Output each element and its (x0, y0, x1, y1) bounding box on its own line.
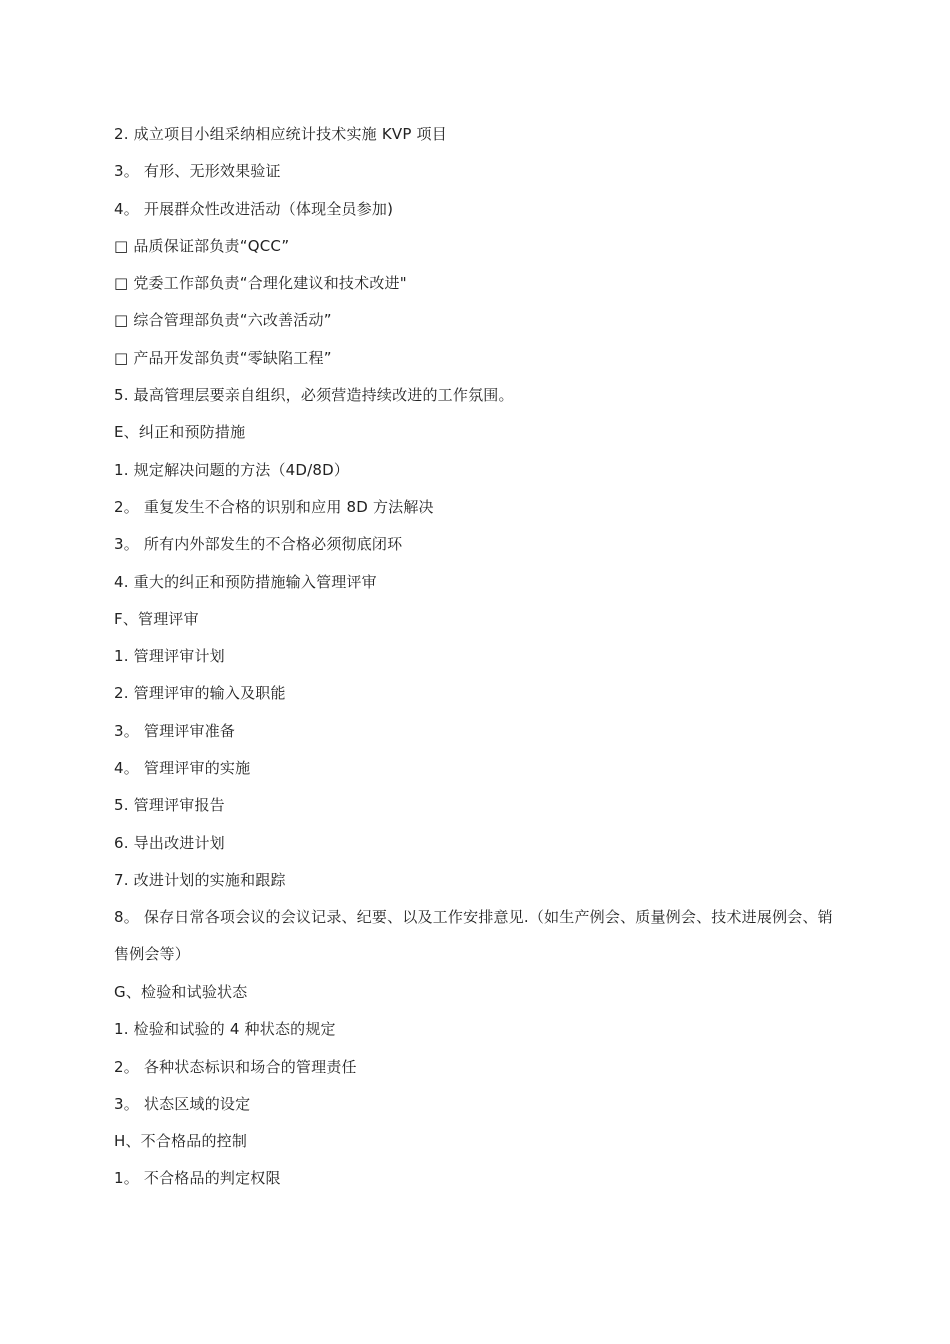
document-body (114, 124, 834, 1206)
text-line: 4. 重大的纠正和预防措施输入管理评审 (114, 572, 377, 591)
text-line: 3。 有形、无形效果验证 (114, 162, 281, 181)
text-line: 2. 成立项目小组采纳相应统计技术实施 KVP 项目 (114, 125, 447, 143)
text-line: 6. 导出改进计划 (114, 833, 225, 852)
text-line: 1. 管理评审计划 (114, 647, 225, 666)
section-heading: E、纠正和预防措施 (114, 423, 246, 442)
section-heading: G、检验和试验状态 (114, 982, 248, 1001)
text-line: 4。 管理评审的实施 (114, 759, 251, 778)
text-line: 1. 检验和试验的 4 种状态的规定 (114, 1020, 336, 1039)
text-line: □ 综合管理部负责“六改善活动” (114, 311, 332, 330)
text-line: 1。 不合格品的判定权限 (114, 1169, 281, 1188)
text-line: 4。 开展群众性改进活动（体现全员参加) (114, 199, 394, 218)
text-line: 3。 状态区域的设定 (114, 1094, 251, 1113)
text-line: 5. 最高管理层要亲自组织，必须营造持续改进的工作氛围。 (114, 386, 514, 405)
text-line: 5. 管理评审报告 (114, 796, 225, 815)
text-line: □ 品质保证部负责“QCC” (114, 236, 290, 255)
section-heading: F、管理评审 (114, 609, 199, 628)
text-line: 1. 规定解决问题的方法（4D/8D） (114, 460, 350, 479)
text-paragraph: 8。 保存日常各项会议的会议记录、纪要、以及工作安排意见.（如生产例会、质量例会、技术进展例会、销售例会等） (114, 907, 833, 963)
text-line: □ 产品开发部负责“零缺陷工程” (114, 348, 332, 367)
text-line: 3。 管理评审准备 (114, 721, 236, 740)
text-line: 2。 重复发生不合格的识别和应用 8D 方法解决 (114, 497, 434, 516)
text-line: 3。 所有内外部发生的不合格必须彻底闭环 (114, 535, 403, 554)
text-line: □ 党委工作部负责“合理化建议和技术改进" (114, 274, 407, 293)
section-heading: H、不合格品的控制 (114, 1132, 248, 1151)
text-line: 2. 管理评审的输入及职能 (114, 684, 286, 703)
text-line: 7. 改进计划的实施和跟踪 (114, 870, 286, 889)
text-line: 2。 各种状态标识和场合的管理责任 (114, 1057, 357, 1076)
